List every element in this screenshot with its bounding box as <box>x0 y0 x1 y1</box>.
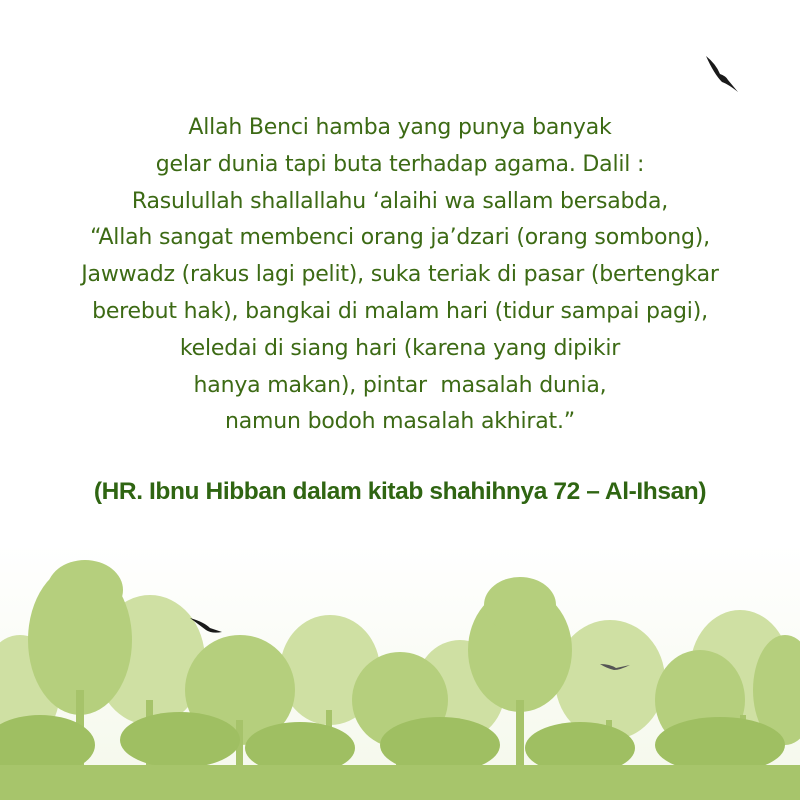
quote-line: berebut hak), bangkai di malam hari (tidur sampai pagi), <box>92 298 708 324</box>
quote-line: keledai di siang hari (karena yang dipikir <box>179 335 621 361</box>
ground <box>0 765 800 800</box>
quote-text <box>0 110 800 441</box>
quote-line: Rasulullah shallallahu ‘alaihi wa sallam bersabda, <box>131 188 669 214</box>
quote-line: hanya makan), pintar masalah dunia, <box>193 372 607 398</box>
quote-line: Allah Benci hamba yang punya banyak <box>188 115 612 140</box>
quote-line: namun bodoh masalah akhirat.” <box>225 409 575 435</box>
hadith-citation: (HR. Ibnu Hibban dalam kitab shahihnya 72 – Al-Ihsan) <box>93 478 707 505</box>
quote-line: Jawwadz (rakus lagi pelit), suka teriak di pasar (bertengkar <box>81 262 719 288</box>
quote-line: “Allah sangat membenci orang ja’dzari (orang sombong), <box>90 225 710 251</box>
bird-icon <box>706 56 738 92</box>
quote-line: gelar dunia tapi buta terhadap agama. Dalil : <box>155 151 645 177</box>
